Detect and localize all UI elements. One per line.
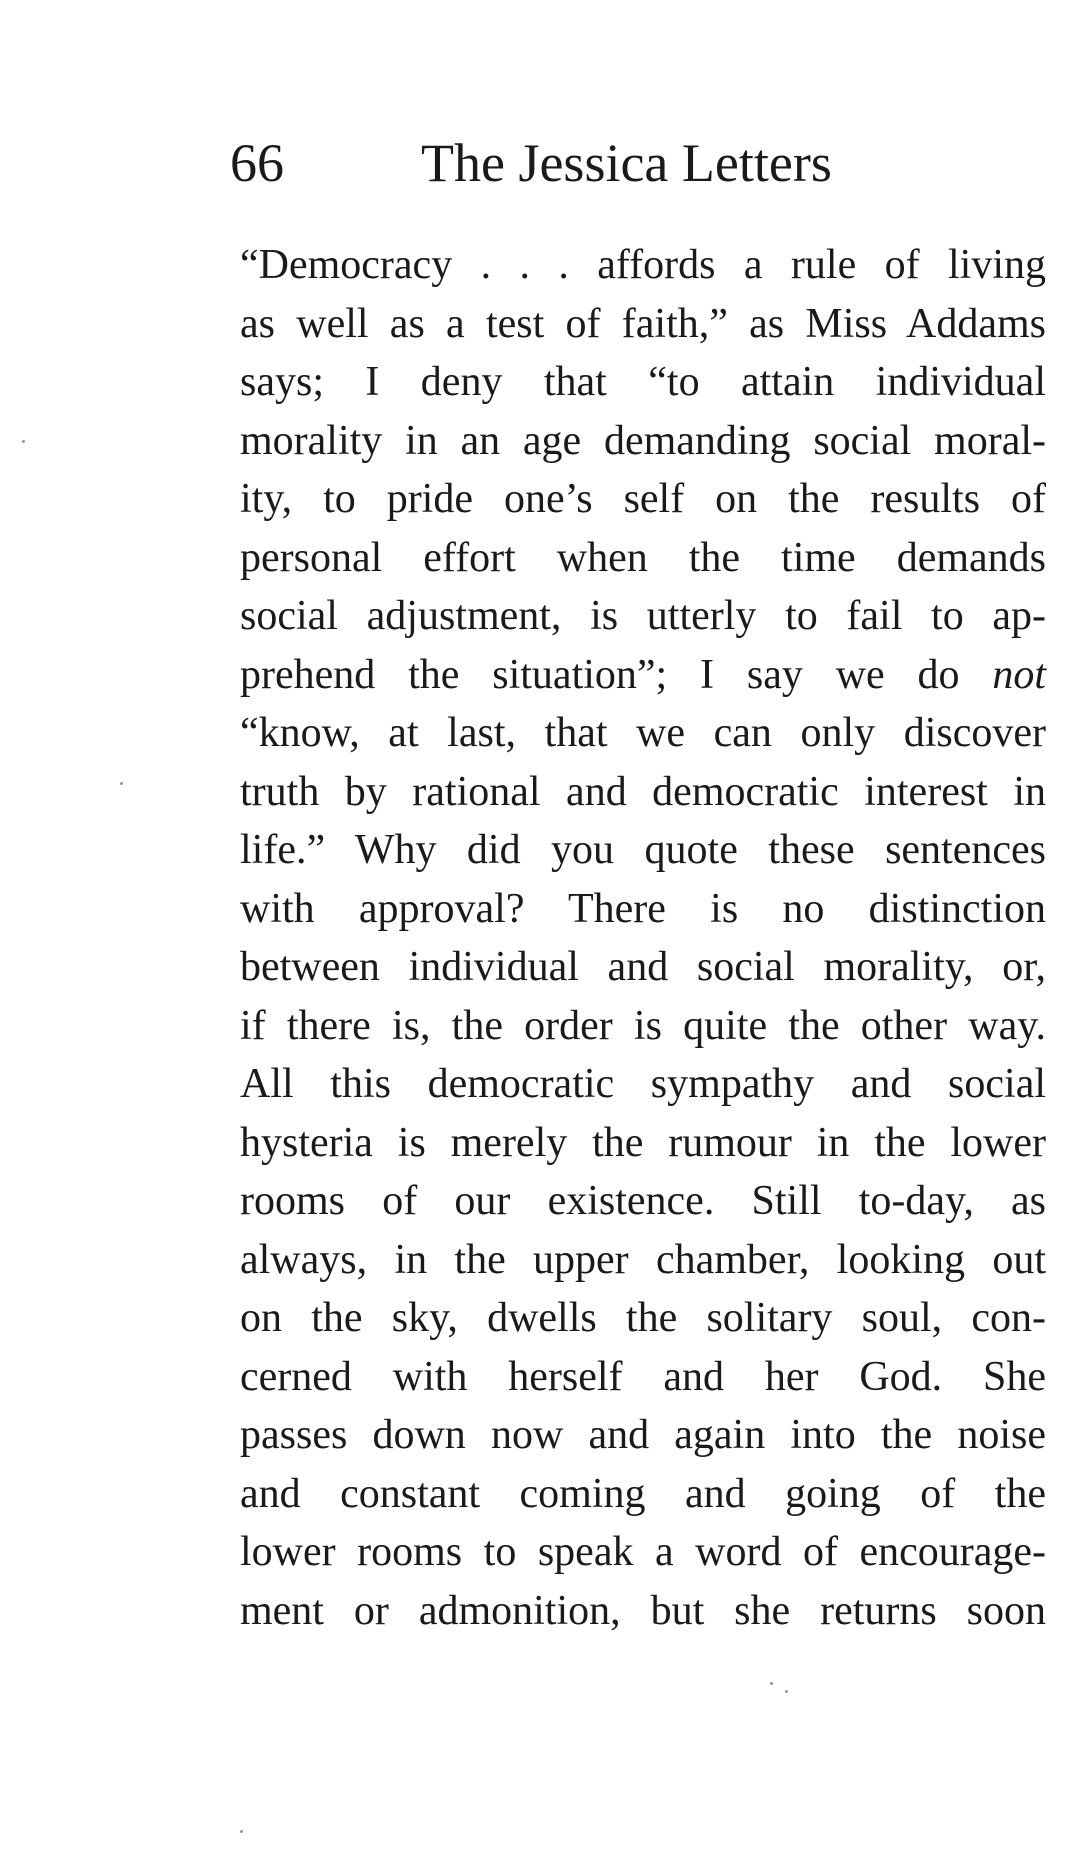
body-text <box>240 236 1046 1640</box>
text-line-segment: prehend the situation”; I say we do <box>240 651 960 698</box>
text-line: as well as a test of faith,” as Miss Addams <box>240 300 1046 347</box>
text-line: passes down now and again into the noise <box>240 1412 1046 1458</box>
text-line: truth by rational and democratic interest in <box>240 768 1046 815</box>
text-line: social adjustment, is utterly to fail to ap- <box>240 593 1046 639</box>
text-line: says; I deny that “to attain individual <box>240 359 1046 405</box>
text-line: lower rooms to speak a word of encourage- <box>240 1529 1046 1575</box>
page-header <box>230 128 1050 198</box>
scan-speck <box>120 782 123 785</box>
text-line: rooms of our existence. Still to-day, as <box>240 1178 1046 1224</box>
text-line: cerned with herself and her God. She <box>240 1353 1046 1400</box>
scan-speck <box>785 1690 788 1693</box>
text-line: if there is, the order is quite the other way. <box>240 1002 1046 1049</box>
running-title: The Jessica Letters <box>421 133 832 193</box>
text-line: with approval? There is no distinction <box>240 885 1046 932</box>
text-line: ity, to pride one’s self on the results of <box>240 476 1046 522</box>
scan-speck <box>22 440 25 443</box>
text-line: personal effort when the time demands <box>240 534 1046 581</box>
text-line: life.” Why did you quote these sentences <box>240 827 1046 873</box>
italic-word: not <box>992 651 1047 698</box>
text-line: on the sky, dwells the solitary soul, con- <box>240 1295 1046 1341</box>
text-line: “Democracy . . . affords a rule of living <box>240 242 1046 288</box>
scan-speck <box>770 1682 773 1685</box>
page-number: 66 <box>230 133 284 193</box>
text-line: between individual and social morality, or, <box>240 944 1046 990</box>
text-line: ment or admonition, but she returns soon <box>240 1587 1046 1634</box>
text-line: All this democratic sympathy and social <box>240 1061 1046 1107</box>
text-line-with-italic <box>240 646 1046 705</box>
text-line: always, in the upper chamber, looking out <box>240 1236 1046 1283</box>
text-line: hysteria is merely the rumour in the lower <box>240 1119 1046 1166</box>
text-line: and constant coming and going of the <box>240 1470 1046 1517</box>
text-line: morality in an age demanding social moral- <box>240 417 1046 464</box>
text-line: “know, at last, that we can only discover <box>240 710 1046 756</box>
scan-speck <box>240 1830 243 1833</box>
